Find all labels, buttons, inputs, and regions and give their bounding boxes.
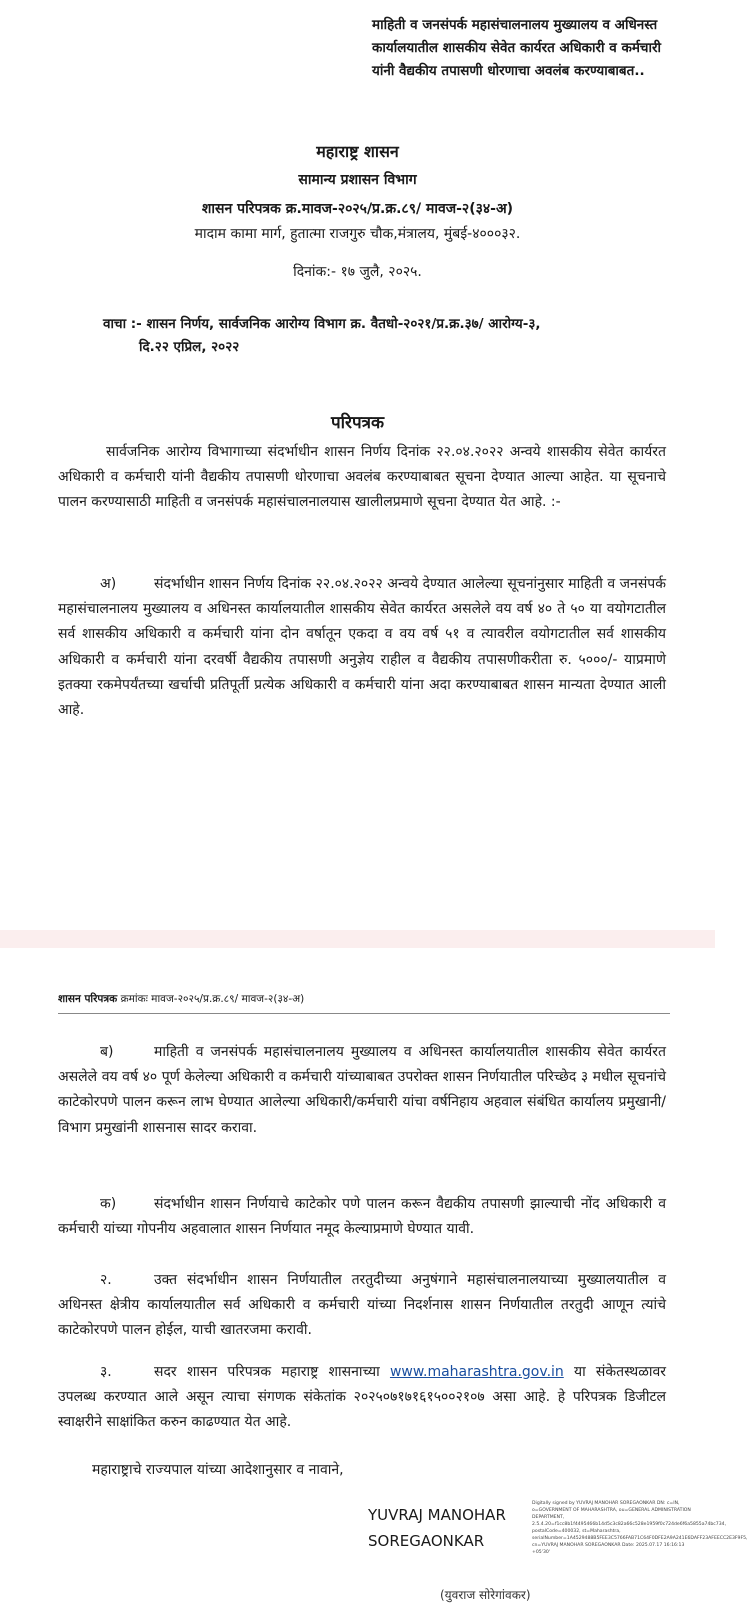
circular-number: शासन परिपत्रक क्र.मावज-२०२५/प्र.क्र.८९/ मावज-२(३४-अ) [201,201,514,217]
closing-line: महाराष्ट्राचे राज्यपाल यांच्या आदेशानुसार व नावाने, [92,1462,344,1478]
subject-line: माहिती व जनसंपर्क महासंचालनालय मुख्यालय व अधिनस्त कार्यालयातील शासकीय सेवेत कार्यरत अधिकारी व कर्मचारी यांनी वैद्यकीय तपासणी धोरणाचा अवलंब करण्याबाबत.. [372,17,661,79]
point-b-label: ब) [100,1044,114,1060]
point-3-text-before: सदर शासन परिपत्रक महाराष्ट्र शासनाच्या [154,1364,390,1380]
page-separator [0,930,715,948]
point-2-paragraph [58,1268,666,1344]
signatory-name-line-2: SOREGAONKAR [368,1532,485,1550]
signatory-name-line-1: YUVRAJ MANOHAR [368,1506,506,1524]
point-a-label: अ) [100,576,117,592]
office-address: मादाम कामा मार्ग, हुतात्मा राजगुरु चौक,मंत्रालय, मुंबई-४०००३२. [194,226,521,242]
intro-paragraph: सार्वजनिक आरोग्य विभागाच्या संदर्भाधीन शासन निर्णय दिनांक २२.०४.२०२२ अन्वये शासकीय सेवेत कार्यरत अधिकारी व कर्मचारी यांनी वैद्यकीय तपासणी धोरणाचा अवलंब करण्याबाबत सूचना देण्यात आल्या आहेत. या सूचनाचे पालन करण्यासाठी माहिती व जनसंपर्क महासंचालनालयास खालीलप्रमाणे सूचना देण्यात येत आहे. :- [58,444,666,511]
circular-date: दिनांक:- १७ जुलै, २०२५. [293,264,422,280]
reference-line-1: वाचा :- शासन निर्णय, सार्वजनिक आरोग्य विभाग क्र. वैतधो-२०२१/प्र.क्र.३७/ आरोग्य-३, [103,316,541,332]
point-k-text: संदर्भाधीन शासन निर्णयाचे काटेकोर पणे पालन करून वैद्यकीय तपासणी झाल्याची नोंद अधिकारी व कर्मचारी यांच्या गोपनीय अहवालात शासन निर्णयात नमूद केल्याप्रमाणे घेण्यात यावी. [58,1196,666,1238]
digital-signature-details: Digitally signed by YUVRAJ MANOHAR SOREGAONKAR DN: c=IN, o=GOVERNMENT OF MAHARASHTRA, ou=GENERAL ADMINISTRATION DEPARTMENT, 2.5.4.20=f1cc8b1f4495466b14d5c3c82a66c528e1959f0c724de6f6a5855a74bc734, postalCode=400032, st=Maharashtra, serialNumber=1A4529488B5FEE3C5766FAB71C64F0DFE2A9A241E6DAFF23AFEECC2E3F9F5, cn=YUVRAJ MANOHAR SOREGAONKAR Date: 2025.07.17 16:16:13 +05'30' [532,1501,748,1555]
point-3-paragraph [58,1360,666,1436]
government-heading: महाराष्ट्र शासन [316,142,399,161]
reference-line-2: दि.२२ एप्रिल, २०२२ [139,339,240,355]
point-a-paragraph [58,572,666,723]
signatory-name [368,1502,506,1554]
website-link[interactable]: www.maharashtra.gov.in [389,1364,564,1380]
page2-running-header [58,992,304,1006]
reference-block [103,313,663,359]
point-k-label: क) [100,1196,117,1212]
signatory-stamp: (युवराज सोरेगांवकर) [440,1588,531,1602]
point-3-text-after: या संकेतस्थळावर उपलब्ध करण्यात आले असून त्याचा संगणक संकेतांक २०२५०७१७१६१५००२१०७ असा आहे. हे परिपत्रक डिजीटल स्वाक्षरीने साक्षांकित करुन काढण्यात येत आहे. [58,1364,666,1431]
point-b-text: माहिती व जनसंपर्क महासंचालनालय मुख्यालय व अधिनस्त कार्यालयातील शासकीय सेवेत कार्यरत असलेले वय वर्ष ४० पूर्ण केलेल्या अधिकारी व कर्मचारी यांच्याबाबत उपरोक्त शासन निर्णयातील परिच्छेद ३ मधील सूचनांचे काटेकोरपणे पालन करून लाभ घेण्यात आलेल्या अधिकारी/कर्मचारी यांचा वर्षनिहाय अहवाल संबंधित कार्यालय प्रमुखानी/ विभाग प्रमुखांनी शासनास सादर करावा. [58,1044,666,1136]
point-a-text: संदर्भाधीन शासन निर्णय दिनांक २२.०४.२०२२ अन्वये देण्यात आलेल्या सूचनांनुसार माहिती व जनसंपर्क महासंचालनालय मुख्यालय व अधिनस्त कार्यालयातील शासकीय सेवेत कार्यरत असलेले वय वर्ष ४० ते ५० या वयोगटातील सर्व शासकीय अधिकारी व कर्मचारी यांना दोन वर्षातून एकदा व वय वर्ष ५१ व त्यावरील वयोगटातील सर्व शासकीय अधिकारी व कर्मचारी यांना दरवर्षी वैद्यकीय तपासणी अनुज्ञेय राहील व वैद्यकीय तपासणीकरीता रु. ५०००/- याप्रमाणे इतक्या रकमेपर्यंतच्या खर्चाची प्रतिपूर्ती प्रत्येक अधिकारी व कर्मचारी यांना अदा करण्याबाबत शासन मान्यता देण्यात आली आहे. [58,576,666,719]
page2-header-divider [58,1013,670,1014]
department-heading: सामान्य प्रशासन विभाग [298,172,417,188]
point-k-paragraph [58,1192,666,1242]
page2-header-number: क्रमांकः मावज-२०२५/प्र.क्र.८९/ मावज-२(३४-अ) [117,993,305,1005]
point-3-label: ३. [100,1364,112,1380]
point-2-text: उक्त संदर्भाधीन शासन निर्णयातील तरतुदीच्या अनुषंगाने महासंचालनालयाच्या मुख्यालयातील व अधिनस्त क्षेत्रीय कार्यालयातील सर्व अधिकारी व कर्मचारी यांच्या निदर्शनास शासन निर्णयातील तरतुदी आणून त्यांचे काटेकोरपणे पालन होईल, याची खातरजमा करावी. [58,1272,666,1339]
page2-header-prefix: शासन परिपत्रक [58,993,118,1005]
point-b-paragraph [58,1040,666,1141]
document-title: परिपत्रक [330,413,385,433]
point-2-label: २. [100,1272,112,1288]
